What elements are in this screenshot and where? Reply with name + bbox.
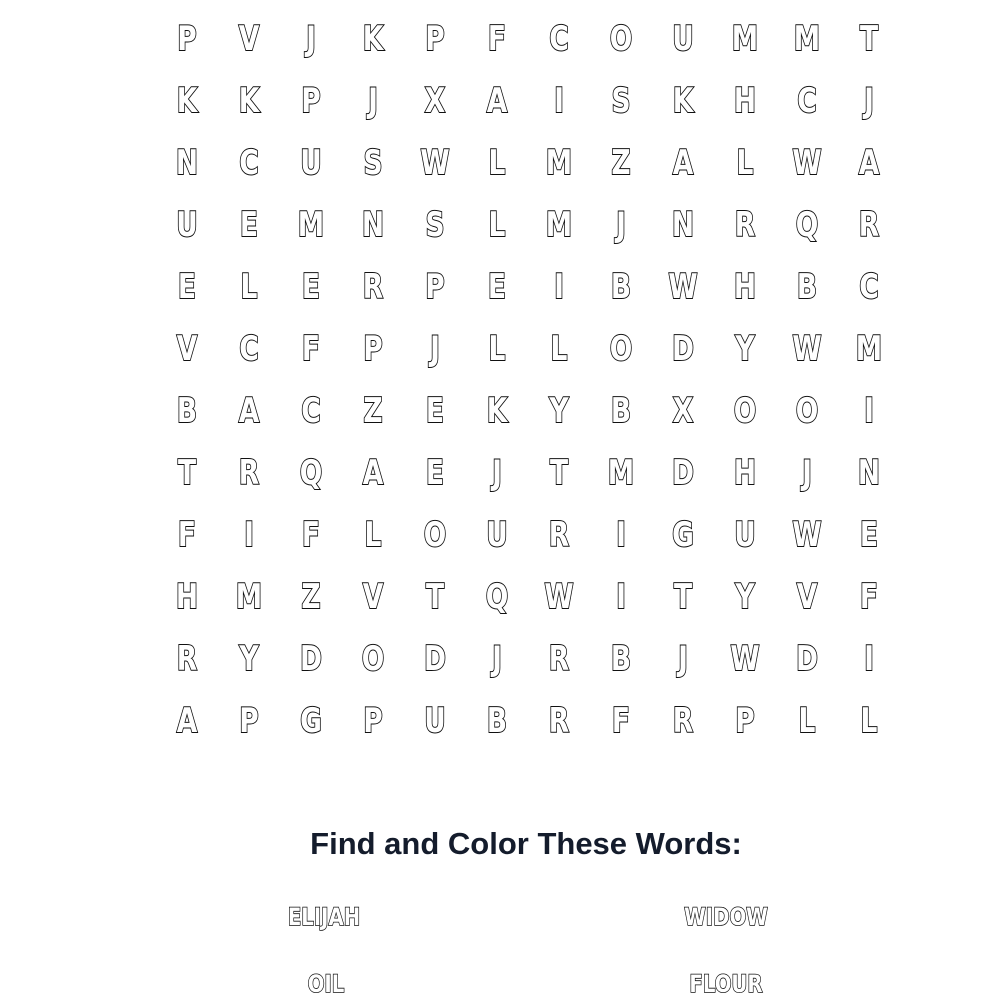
grid-letter[interactable]: D: [795, 639, 819, 679]
grid-letter[interactable]: T: [549, 453, 569, 493]
grid-letter[interactable]: N: [175, 143, 199, 183]
grid-letter[interactable]: Q: [485, 577, 509, 617]
grid-letter[interactable]: Z: [363, 391, 383, 431]
grid-letter[interactable]: W: [730, 639, 760, 679]
grid-letter[interactable]: T: [177, 453, 197, 493]
grid-letter[interactable]: M: [793, 19, 821, 59]
grid-letter[interactable]: K: [362, 19, 384, 59]
grid-letter[interactable]: M: [855, 329, 883, 369]
grid-letter[interactable]: K: [238, 81, 260, 121]
grid-letter[interactable]: G: [300, 701, 322, 741]
grid-letter[interactable]: B: [796, 267, 818, 307]
grid-letter[interactable]: P: [735, 701, 755, 741]
grid-letter[interactable]: L: [860, 701, 878, 741]
grid-letter[interactable]: E: [425, 453, 445, 493]
grid-letter[interactable]: E: [425, 391, 445, 431]
grid-letter[interactable]: B: [486, 701, 508, 741]
grid-letter[interactable]: A: [486, 81, 508, 121]
grid-letter[interactable]: A: [672, 143, 694, 183]
grid-letter[interactable]: A: [238, 391, 260, 431]
grid-letter[interactable]: M: [297, 205, 325, 245]
grid-letter[interactable]: P: [301, 81, 321, 121]
grid-letter[interactable]: D: [423, 639, 447, 679]
grid-letter[interactable]: U: [176, 205, 198, 245]
grid-letter[interactable]: J: [492, 639, 502, 679]
grid-letter[interactable]: I: [554, 81, 564, 121]
grid-letter[interactable]: F: [301, 329, 321, 369]
grid-letter[interactable]: R: [176, 639, 198, 679]
grid-letter[interactable]: C: [239, 143, 259, 183]
word-widow: WIDOW: [684, 903, 768, 931]
grid-letter[interactable]: I: [864, 391, 874, 431]
grid-letter[interactable]: U: [424, 701, 446, 741]
grid-letter[interactable]: J: [802, 453, 812, 493]
grid-letter[interactable]: A: [362, 453, 384, 493]
grid-letter[interactable]: M: [235, 577, 263, 617]
grid-letter[interactable]: L: [550, 329, 568, 369]
grid-letter[interactable]: J: [616, 205, 626, 245]
word-search-grid: [156, 8, 900, 752]
grid-letter[interactable]: U: [734, 515, 756, 555]
grid-letter[interactable]: R: [362, 267, 384, 307]
grid-letter[interactable]: L: [488, 205, 506, 245]
grid-letter[interactable]: K: [486, 391, 508, 431]
word-elijah: ELIJAH: [287, 903, 361, 931]
grid-letter[interactable]: Q: [795, 205, 819, 245]
grid-letter[interactable]: C: [239, 329, 259, 369]
grid-letter[interactable]: G: [672, 515, 694, 555]
grid-letter[interactable]: F: [859, 577, 879, 617]
grid-letter[interactable]: E: [859, 515, 879, 555]
grid-letter[interactable]: E: [177, 267, 197, 307]
grid-letter[interactable]: N: [671, 205, 695, 245]
grid-letter[interactable]: C: [859, 267, 879, 307]
grid-letter[interactable]: D: [671, 453, 695, 493]
grid-letter[interactable]: O: [361, 639, 385, 679]
grid-letter[interactable]: J: [678, 639, 688, 679]
grid-letter[interactable]: W: [792, 515, 822, 555]
grid-letter[interactable]: L: [798, 701, 816, 741]
grid-letter[interactable]: L: [364, 515, 382, 555]
grid-letter[interactable]: C: [549, 19, 569, 59]
grid-letter[interactable]: V: [238, 19, 260, 59]
grid-letter[interactable]: V: [362, 577, 384, 617]
grid-letter[interactable]: B: [176, 391, 198, 431]
grid-letter[interactable]: T: [425, 577, 445, 617]
grid-letter[interactable]: W: [420, 143, 450, 183]
grid-letter[interactable]: F: [487, 19, 507, 59]
grid-letter[interactable]: B: [610, 391, 632, 431]
grid-letter[interactable]: H: [733, 453, 757, 493]
grid-letter[interactable]: J: [306, 19, 316, 59]
grid-letter[interactable]: P: [425, 267, 445, 307]
grid-letter[interactable]: A: [858, 143, 880, 183]
grid-letter[interactable]: F: [611, 701, 631, 741]
word-flour: FLOUR: [689, 970, 763, 998]
grid-letter[interactable]: T: [673, 577, 693, 617]
grid-letter[interactable]: O: [733, 391, 757, 431]
grid-letter[interactable]: D: [671, 329, 695, 369]
grid-letter[interactable]: P: [363, 329, 383, 369]
grid-letter[interactable]: D: [299, 639, 323, 679]
grid-letter[interactable]: R: [858, 205, 880, 245]
grid-letter[interactable]: Y: [549, 391, 569, 431]
grid-letter[interactable]: N: [857, 453, 881, 493]
grid-letter[interactable]: C: [797, 81, 817, 121]
grid-letter[interactable]: W: [668, 267, 698, 307]
grid-letter[interactable]: R: [238, 453, 260, 493]
grid-letter[interactable]: B: [610, 639, 632, 679]
grid-letter[interactable]: B: [610, 267, 632, 307]
grid-letter[interactable]: A: [176, 701, 198, 741]
grid-letter[interactable]: J: [492, 453, 502, 493]
grid-letter[interactable]: Z: [301, 577, 321, 617]
word-list-title: Find and Color These Words:: [310, 826, 742, 861]
grid-letter[interactable]: S: [611, 81, 631, 121]
grid-letter[interactable]: R: [734, 205, 756, 245]
word-oil: OIL: [307, 970, 345, 998]
grid-letter[interactable]: I: [864, 639, 874, 679]
grid-letter[interactable]: V: [796, 577, 818, 617]
grid-letter[interactable]: M: [607, 453, 635, 493]
grid-letter[interactable]: I: [244, 515, 254, 555]
grid-letter[interactable]: O: [423, 515, 447, 555]
grid-letter[interactable]: M: [545, 143, 573, 183]
grid-letter[interactable]: L: [240, 267, 258, 307]
grid-letter[interactable]: I: [616, 515, 626, 555]
grid-letter[interactable]: S: [363, 143, 383, 183]
grid-letter[interactable]: X: [672, 391, 694, 431]
grid-letter[interactable]: Y: [239, 639, 259, 679]
grid-letter[interactable]: H: [175, 577, 199, 617]
grid-letter[interactable]: W: [792, 329, 822, 369]
grid-letter[interactable]: J: [368, 81, 378, 121]
grid-letter[interactable]: R: [548, 639, 570, 679]
grid-letter[interactable]: R: [548, 701, 570, 741]
grid-letter[interactable]: U: [672, 19, 694, 59]
grid-letter[interactable]: N: [361, 205, 385, 245]
grid-letter[interactable]: P: [239, 701, 259, 741]
grid-letter[interactable]: P: [363, 701, 383, 741]
grid-letter[interactable]: H: [733, 267, 757, 307]
grid-letter[interactable]: U: [486, 515, 508, 555]
grid-letter[interactable]: E: [239, 205, 259, 245]
grid-letter[interactable]: U: [300, 143, 322, 183]
grid-letter[interactable]: L: [488, 329, 506, 369]
grid-letter[interactable]: R: [672, 701, 694, 741]
grid-letter[interactable]: Q: [299, 453, 323, 493]
grid-letter[interactable]: F: [301, 515, 321, 555]
grid-letter[interactable]: E: [301, 267, 321, 307]
grid-letter[interactable]: Y: [735, 577, 755, 617]
grid-letter[interactable]: T: [859, 19, 879, 59]
grid-letter[interactable]: O: [609, 329, 633, 369]
grid-letter[interactable]: E: [487, 267, 507, 307]
grid-letter[interactable]: W: [544, 577, 574, 617]
grid-letter[interactable]: F: [177, 515, 197, 555]
grid-letter[interactable]: P: [177, 19, 197, 59]
grid-letter[interactable]: C: [301, 391, 321, 431]
grid-letter[interactable]: O: [609, 19, 633, 59]
grid-letter[interactable]: K: [176, 81, 198, 121]
grid-letter[interactable]: W: [792, 143, 822, 183]
grid-letter[interactable]: I: [554, 267, 564, 307]
grid-letter[interactable]: M: [731, 19, 759, 59]
grid-letter[interactable]: V: [176, 329, 198, 369]
grid-letter[interactable]: L: [488, 143, 506, 183]
grid-letter[interactable]: I: [616, 577, 626, 617]
grid-letter[interactable]: K: [672, 81, 694, 121]
grid-letter[interactable]: J: [430, 329, 440, 369]
grid-letter[interactable]: P: [425, 19, 445, 59]
grid-letter[interactable]: Y: [735, 329, 755, 369]
grid-letter[interactable]: R: [548, 515, 570, 555]
grid-letter[interactable]: X: [424, 81, 446, 121]
grid-letter[interactable]: Z: [611, 143, 631, 183]
grid-letter[interactable]: J: [864, 81, 874, 121]
grid-letter[interactable]: L: [736, 143, 754, 183]
grid-letter[interactable]: S: [425, 205, 445, 245]
grid-letter[interactable]: M: [545, 205, 573, 245]
grid-letter[interactable]: O: [795, 391, 819, 431]
grid-letter[interactable]: H: [733, 81, 757, 121]
